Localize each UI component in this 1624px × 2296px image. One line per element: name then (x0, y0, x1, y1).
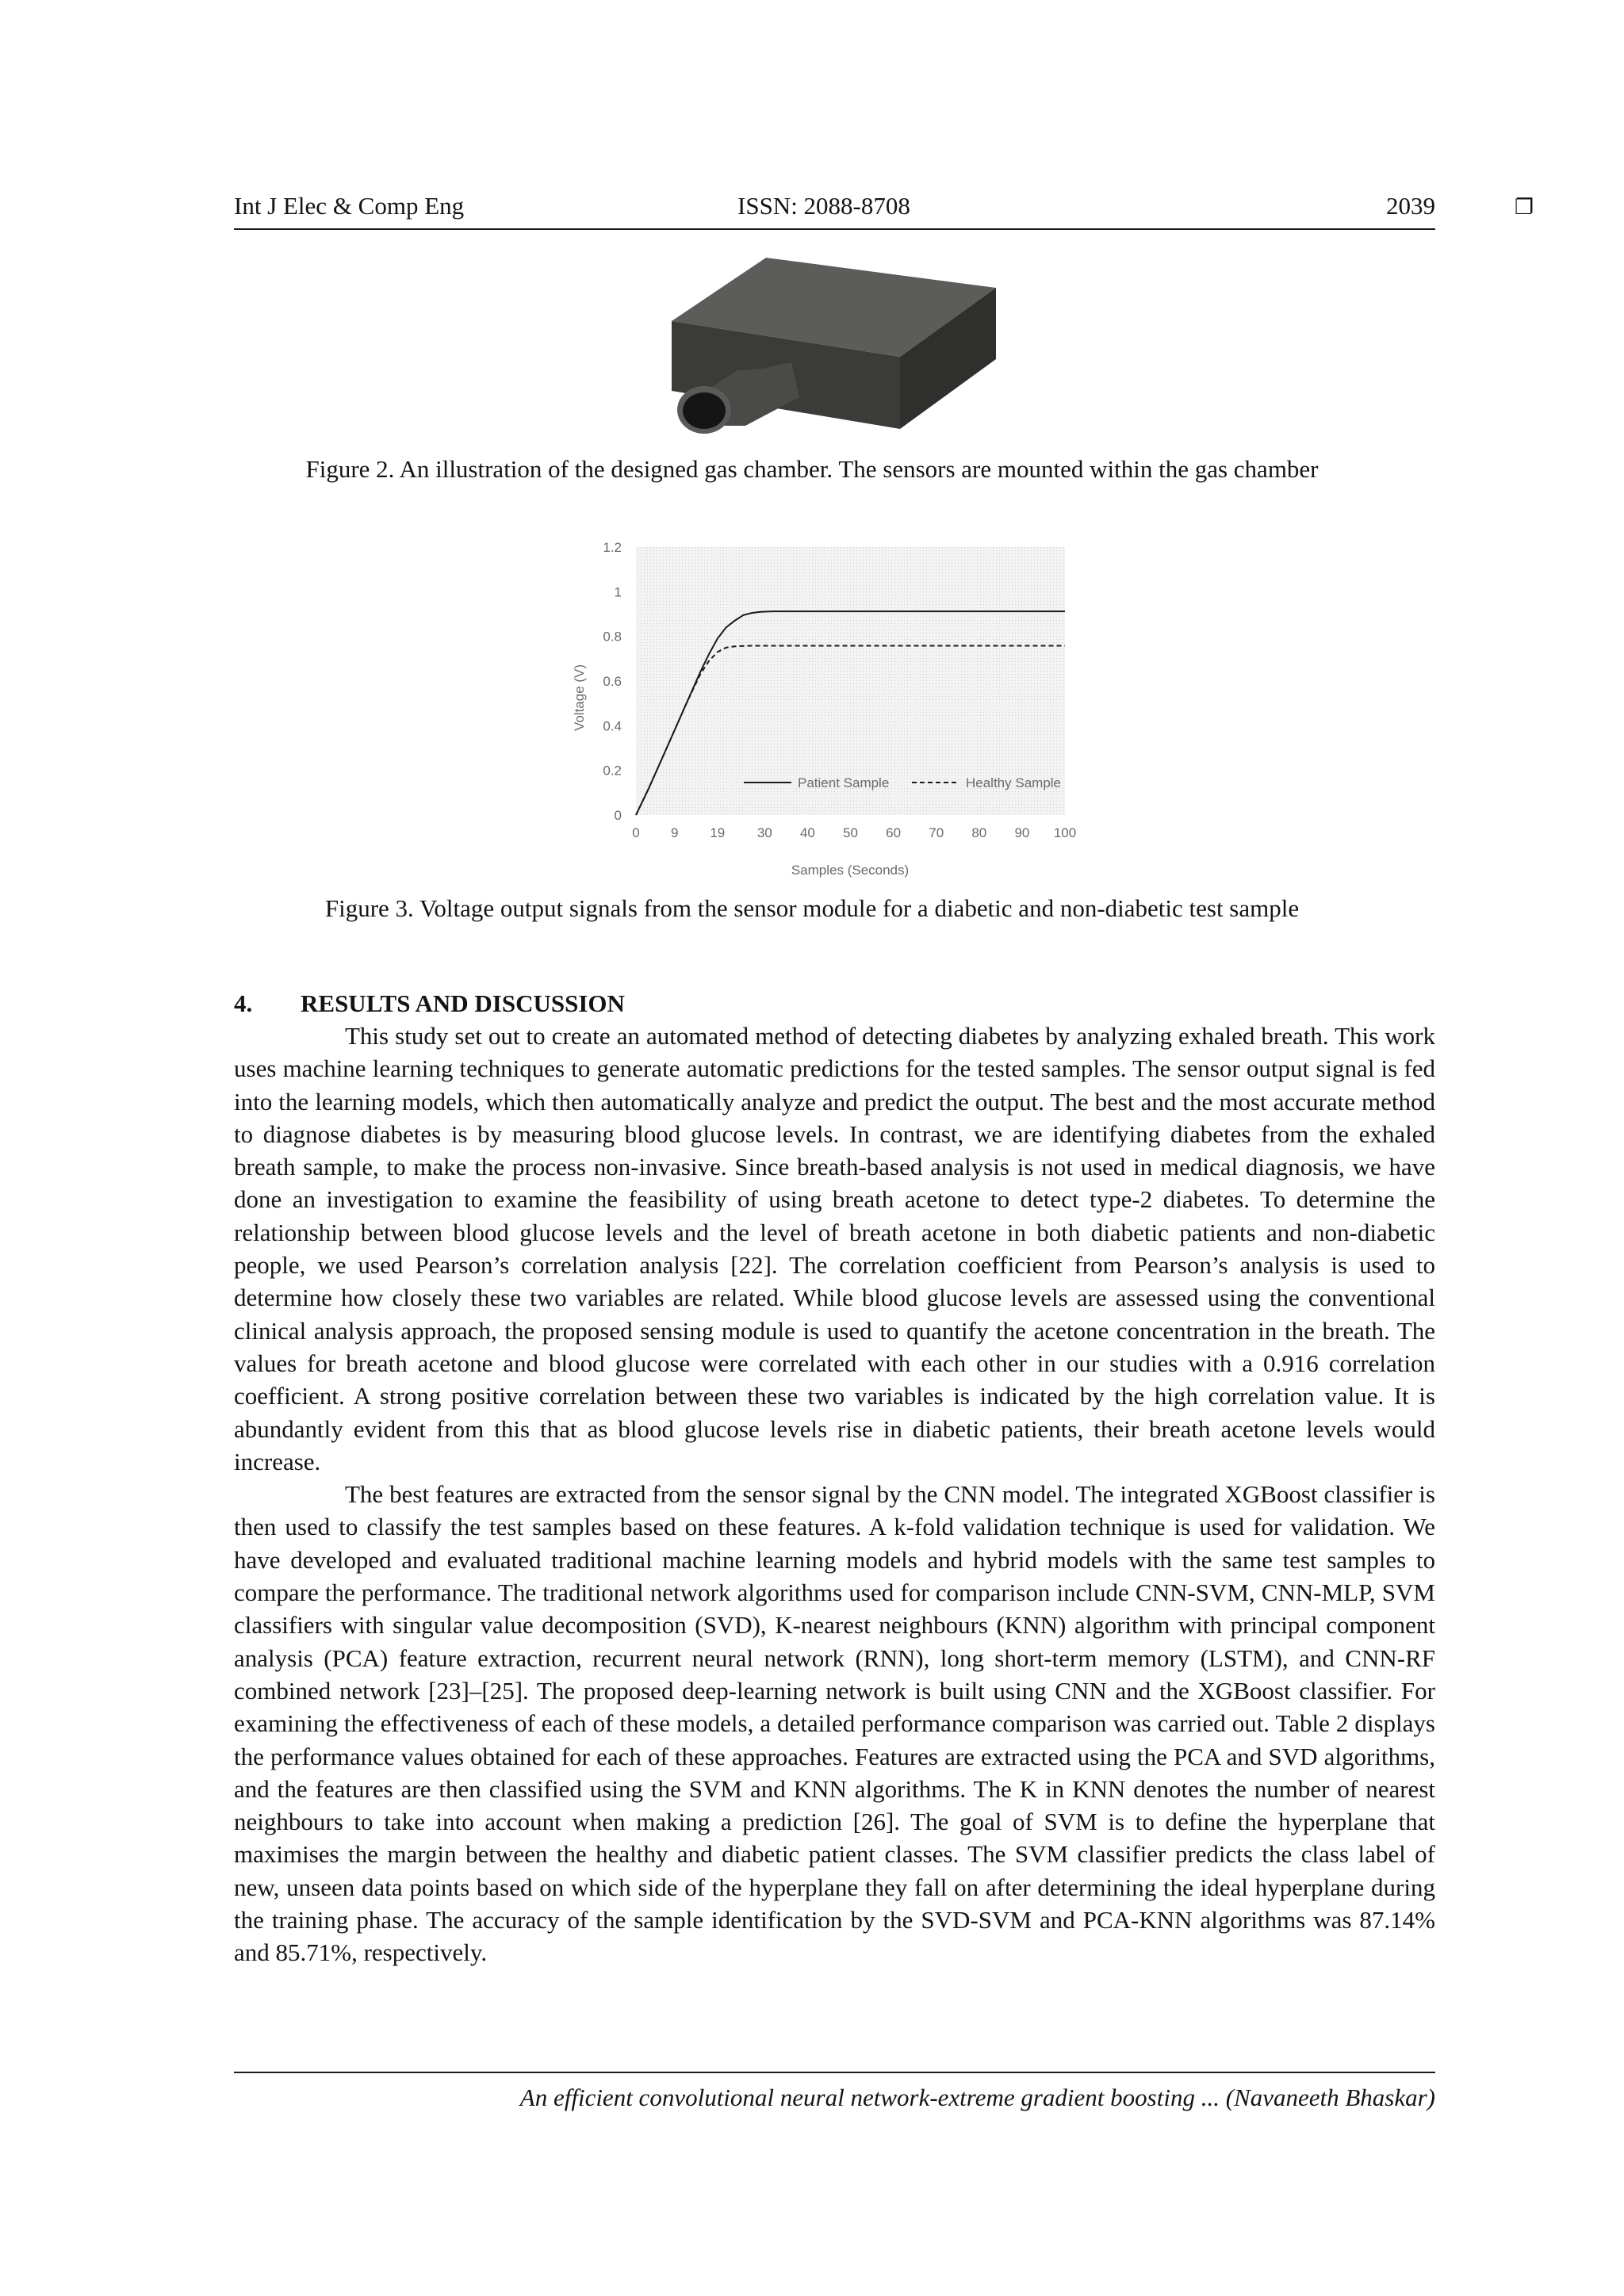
y-tick-label: 1 (614, 584, 622, 600)
figure2-caption: Figure 2. An illustration of the designed gas chamber. The sensors are mounted within the gas chamber (305, 455, 1319, 483)
page-number: 2039 (1386, 192, 1435, 220)
section-number: 4. (234, 989, 253, 1017)
issn: ISSN: 2088-8708 (737, 192, 910, 220)
tube-opening (683, 392, 726, 429)
x-tick-label: 19 (710, 825, 726, 840)
y-tick-label: 1.2 (603, 540, 622, 555)
section-title: RESULTS AND DISCUSSION (301, 989, 625, 1017)
x-tick-label: 70 (929, 825, 944, 840)
section-body (234, 1020, 1435, 1969)
x-tick-label: 30 (756, 825, 772, 840)
x-axis-label: Samples (Seconds) (791, 863, 910, 878)
journal-name: Int J Elec & Comp Eng (234, 192, 465, 220)
section-heading (234, 989, 625, 1018)
voltage-chart (555, 531, 1110, 888)
x-tick-label: 60 (886, 825, 902, 840)
x-tick-label: 90 (1014, 825, 1030, 840)
x-tick-label: 0 (632, 825, 640, 840)
y-tick-label: 0 (614, 808, 622, 823)
running-footer: An efficient convolutional neural network-extreme gradient boosting ... (Navaneeth Bhaskar) (519, 2084, 1435, 2111)
y-tick-label: 0.4 (603, 718, 622, 734)
x-tick-label: 80 (971, 825, 987, 840)
page-header (234, 190, 1534, 230)
box-icon: ❐ (1515, 195, 1534, 220)
y-axis-label: Voltage (V) (572, 664, 587, 732)
x-tick-label: 100 (1053, 825, 1077, 840)
x-tick-label: 40 (799, 825, 815, 840)
y-tick-label: 0.8 (603, 629, 622, 645)
legend-label: Healthy Sample (966, 775, 1062, 790)
legend-label: Patient Sample (798, 775, 890, 790)
x-tick-label: 50 (843, 825, 858, 840)
gas-chamber-illustration (658, 250, 1031, 448)
figure3-caption: Figure 3. Voltage output signals from the sensor module for a diabetic and non-diabetic test sample (324, 894, 1300, 922)
paragraph-2: The best features are extracted from the sensor signal by the CNN model. The integrated XGBoost classifier is then used to classify the test samples based on these features. A k-fold validation technique is used for validation. We have developed and evaluated traditional machine learning models and hybrid models with the same test samples to compare the performance. The traditional network algorithms used for comparison include CNN-SVM, CNN-MLP, SVM classifiers with singular value decomposition (SVD), K-nearest neighbours (KNN) algorithm with principal component analysis (PCA) feature extraction, recurrent neural network (RNN), long short-term memory (LSTM), and CNN-RF combined network [23]–[25]. The proposed deep-learning network is built using CNN and the XGBoost classifier. For examining the effectiveness of each of these models, a detailed performance comparison was carried out. Table 2 displays the performance values obtained for each of these approaches. Features are extracted using the PCA and SVD algorithms, and the features are then classified using the SVM and KNN algorithms. The K in KNN denotes the number of nearest neighbours to take into account when making a prediction [26]. The goal of SVM is to define the hyperplane that maximises the margin between the healthy and diabetic patient classes. The SVM classifier predicts the class label of new, unseen data points based on which side of the hyperplane they fall on after determining the ideal hyperplane during the training phase. The accuracy of the sample identification by the SVD-SVM and PCA-KNN algorithms was 87.14% and 85.71%, respectively. (234, 1480, 1435, 1967)
footer-rule (234, 2072, 1435, 2073)
y-tick-label: 0.6 (603, 674, 622, 689)
paragraph-1: This study set out to create an automated method of detecting diabetes by analyzing exhaled breath. This work uses machine learning techniques to generate automatic predictions for the tested samples. The sensor output signal is fed into the learning models, which then automatically analyze and predict the output. The best and the most accurate method to diagnose diabetes is by measuring blood glucose levels. In contrast, we are identifying diabetes from the exhaled breath sample, to make the process non-invasive. Since breath-based analysis is not used in medical diagnosis, we have done an investigation to examine the feasibility of using breath acetone to detect type-2 diabetes. To determine the relationship between blood glucose levels and the level of breath acetone in both diabetic patients and non-diabetic people, we used Pearson’s correlation analysis [22]. The correlation coefficient from Pearson’s analysis is used to determine how closely these two variables are related. While blood glucose levels are assessed using the conventional clinical analysis approach, the proposed sensing module is used to quantify the acetone concentration in the breath. The values for breath acetone and blood glucose were correlated with each other in our studies with a 0.916 correlation coefficient. A strong positive correlation between these two variables is indicated by the high correlation value. It is abundantly evident from this that as blood glucose levels rise in diabetic patients, their breath acetone levels would increase. (234, 1022, 1435, 1475)
x-tick-label: 9 (670, 825, 679, 840)
y-tick-label: 0.2 (603, 763, 622, 779)
